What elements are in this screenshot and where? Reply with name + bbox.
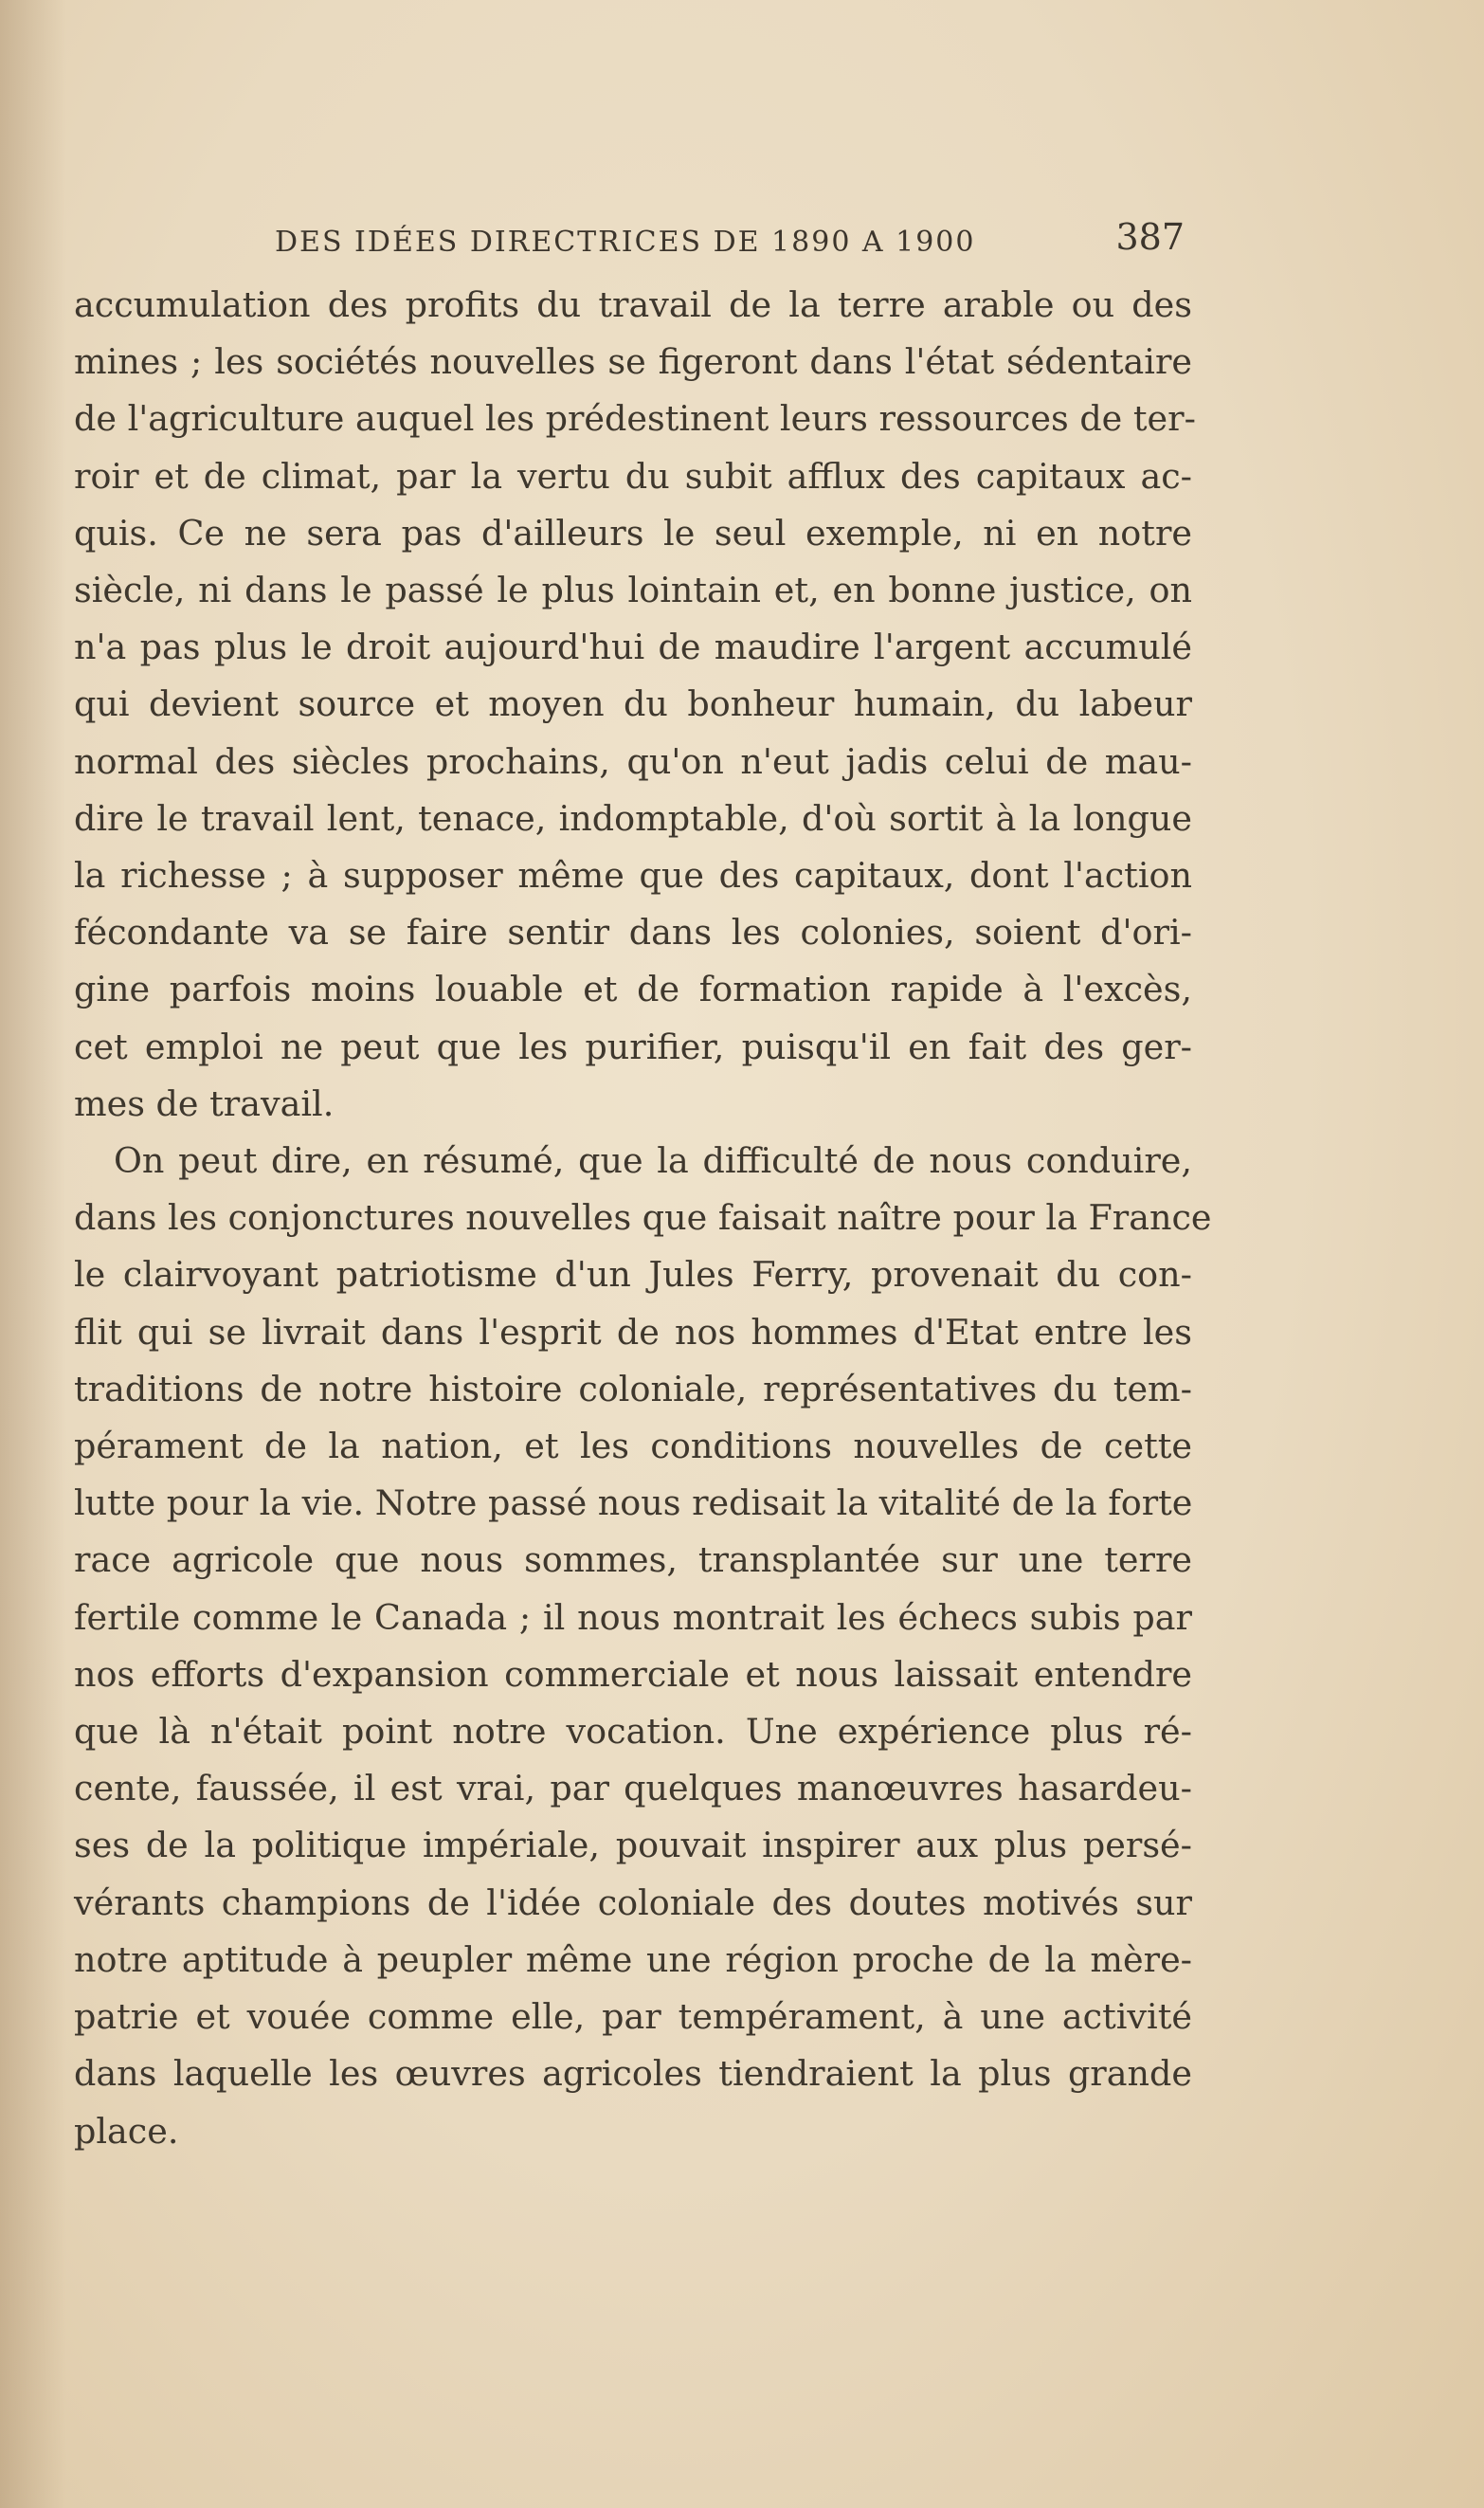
text-line: accumulation des profits du travail de la terre arable ou des: [74, 284, 1192, 325]
text-line: quis. Ce ne sera pas d'ailleurs le seul exemple, ni en notre: [74, 512, 1192, 554]
text-line: On peut dire, en résumé, que la difficulté de nous conduire,: [114, 1140, 1192, 1182]
text-line: le clairvoyant patriotisme d'un Jules Ferry, provenait du con-: [74, 1254, 1192, 1296]
text-line: traditions de notre histoire coloniale, représentatives du tem-: [74, 1368, 1192, 1409]
body-text: [74, 277, 1212, 2160]
text-line: dans laquelle les œuvres agricoles tiendraient la plus grande: [74, 2053, 1192, 2095]
text-line: mines ; les sociétés nouvelles se figeront dans l'état sédentaire: [74, 341, 1192, 383]
text-line: mes de travail.: [74, 1082, 335, 1124]
text-line: la richesse ; à supposer même que des capitaux, dont l'action: [74, 855, 1192, 897]
text-line: dire le travail lent, tenace, indomptable, d'où sortit à la longue: [74, 797, 1192, 839]
paragraph: [74, 277, 1196, 1133]
page-number: 387: [1115, 216, 1185, 258]
text-line: vérants champions de l'idée coloniale des doutes motivés sur: [74, 1881, 1192, 1923]
text-line: patrie et vouée comme elle, par tempérament, à une activité: [74, 1996, 1192, 2038]
text-line: notre aptitude à peupler même une région proche de la mère-: [74, 1938, 1192, 1980]
text-line: roir et de climat, par la vertu du subit afflux des capitaux ac-: [74, 455, 1192, 497]
text-line: fécondante va se faire sentir dans les colonies, soient d'ori-: [74, 912, 1192, 954]
running-head: DES IDÉES DIRECTRICES DE 1890 A 1900: [275, 226, 976, 259]
text-line: fertile comme le Canada ; il nous montrait les échecs subis par: [74, 1596, 1192, 1638]
text-line: normal des siècles prochains, qu'on n'eut jadis celui de mau-: [74, 740, 1192, 782]
text-line: ses de la politique impériale, pouvait inspirer aux plus persé-: [74, 1825, 1192, 1866]
text-line: de l'agriculture auquel les prédestinent leurs ressources de ter-: [74, 398, 1196, 440]
text-line: dans les conjonctures nouvelles que faisait naître pour la France: [74, 1197, 1212, 1239]
text-line: qui devient source et moyen du bonheur humain, du labeur: [74, 683, 1192, 725]
text-line: nos efforts d'expansion commerciale et nous laissait entendre: [74, 1653, 1192, 1695]
text-line: place.: [74, 2110, 179, 2152]
text-line: pérament de la nation, et les conditions nouvelles de cette: [74, 1426, 1192, 1467]
text-line: gine parfois moins louable et de formation rapide à l'excès,: [74, 969, 1192, 1010]
paragraph: [74, 1133, 1212, 2160]
page-header: [275, 216, 1185, 273]
page-gutter-shadow: [0, 0, 66, 2508]
text-line: n'a pas plus le droit aujourd'hui de maudire l'argent accumulé: [74, 627, 1192, 668]
text-line: cente, faussée, il est vrai, par quelques manœuvres hasardeu-: [74, 1768, 1192, 1809]
text-line: flit qui se livrait dans l'esprit de nos hommes d'Etat entre les: [74, 1311, 1192, 1353]
text-line: cet emploi ne peut que les purifier, puisqu'il en fait des ger-: [74, 1026, 1192, 1067]
text-line: siècle, ni dans le passé le plus lointain et, en bonne justice, on: [74, 570, 1192, 611]
text-line: lutte pour la vie. Notre passé nous redisait la vitalité de la forte: [74, 1482, 1193, 1524]
text-line: race agricole que nous sommes, transplantée sur une terre: [74, 1539, 1192, 1581]
text-line: que là n'était point notre vocation. Une expérience plus ré-: [74, 1711, 1192, 1753]
